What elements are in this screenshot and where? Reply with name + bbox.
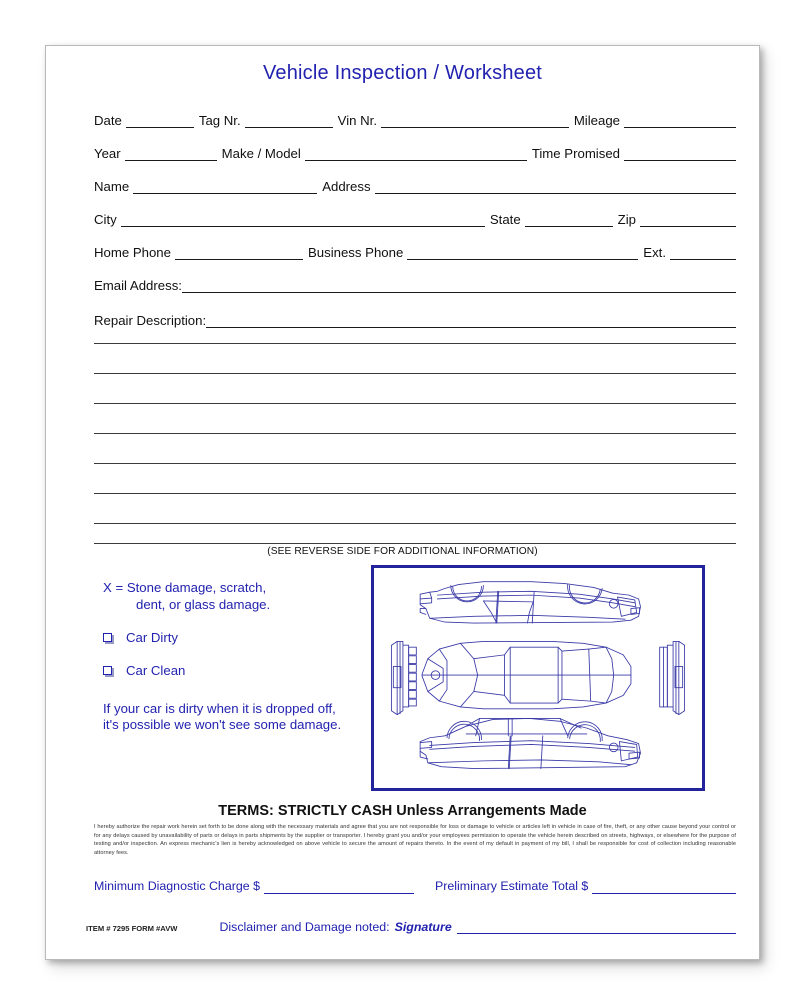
input-repair-description[interactable] [206, 314, 736, 328]
label-city: City [94, 212, 117, 227]
checkbox-label-car-clean: Car Clean [126, 663, 186, 678]
label-state: State [489, 212, 521, 227]
input-ext[interactable] [670, 246, 736, 260]
input-mileage[interactable] [624, 114, 736, 128]
form-row-city-state-zip [94, 207, 736, 227]
repair-blank-line[interactable] [94, 403, 736, 404]
label-home-phone: Home Phone [94, 245, 171, 260]
repair-blank-line[interactable] [94, 463, 736, 464]
label-business-phone: Business Phone [307, 245, 404, 260]
repair-blank-line[interactable] [94, 543, 736, 544]
label-make-model: Make / Model [221, 146, 301, 161]
input-time-promised[interactable] [624, 147, 736, 161]
legend-note-line-2: it's possible we won't see some damage. [103, 717, 342, 732]
input-state[interactable] [525, 213, 613, 227]
form-row-vehicle-ids [94, 108, 736, 128]
input-zip[interactable] [640, 213, 736, 227]
input-business-phone[interactable] [407, 246, 638, 260]
page-title: Vehicle Inspection / Worksheet [262, 62, 543, 84]
form-row-vehicle-detail [94, 141, 736, 161]
car-icon-driver-side-profile [420, 582, 640, 623]
label-minimum-diagnostic-charge: Minimum Diagnostic Charge $ [94, 879, 260, 893]
totals-row [94, 879, 736, 894]
checkbox-label-car-dirty: Car Dirty [126, 630, 179, 645]
authorization-fineprint: I hereby authorize the repair work herein set forth to be done along with the necessary materials and agree that you are not responsible for loss or damage to vehicle or articles left in vehicle in case of fire, theft, or any other cause beyond your control or for any delays caused by unavailability of parts or delays in parts shipments by the supplier or transporter. I hereby grant you and/or your employees permission to operate the vehicle herein described on streets, highways, or elsewhere for the purpose of testing and/or inspection. An express mechanic's lien is hereby acknowledged on above vehicle to secure the amount of repairs thereto. In the event of my default in payment of my bill, I shall be responsible for cost of collection including reasonable attorney fees. [94, 824, 736, 856]
checkbox-row-car-clean[interactable] [103, 662, 353, 679]
car-icon-top-down-view [422, 641, 631, 708]
label-email-address: Email Address: [94, 278, 182, 293]
label-zip: Zip [617, 212, 636, 227]
input-tag-nr[interactable] [245, 114, 333, 128]
legend-note-line-1: If your car is dirty when it is dropped off, [103, 701, 336, 716]
vehicle-damage-diagram[interactable] [371, 565, 705, 791]
checkbox-row-car-dirty[interactable] [103, 629, 353, 646]
label-mileage: Mileage [573, 113, 620, 128]
label-time-promised: Time Promised [531, 146, 620, 161]
legend-dirty-note [103, 701, 353, 733]
checkbox-icon-car-clean[interactable] [103, 666, 112, 675]
input-address[interactable] [375, 180, 736, 194]
damage-legend [103, 579, 353, 733]
input-home-phone[interactable] [175, 246, 303, 260]
input-year[interactable] [125, 147, 217, 161]
form-row-name-address [94, 174, 736, 194]
label-repair-description: Repair Description: [94, 313, 207, 328]
input-make-model[interactable] [305, 147, 527, 161]
reverse-side-note: (SEE REVERSE SIDE FOR ADDITIONAL INFORMATION) [267, 546, 538, 557]
repair-blank-line[interactable] [94, 343, 736, 344]
item-number: ITEM # 7295 FORM #AVW [86, 924, 178, 933]
form-page [45, 45, 760, 960]
label-tag-nr: Tag Nr. [198, 113, 241, 128]
label-signature: Signature [394, 920, 452, 934]
label-disclaimer-and-damage-noted: Disclaimer and Damage noted: [219, 920, 390, 934]
car-icon-front-bumper-view [391, 641, 416, 714]
car-icon-passenger-side-profile [420, 718, 640, 768]
input-email-address[interactable] [182, 279, 736, 293]
input-minimum-diagnostic-charge[interactable] [264, 880, 414, 894]
label-year: Year [94, 146, 121, 161]
repair-blank-line[interactable] [94, 523, 736, 524]
label-address: Address [322, 179, 371, 194]
label-ext: Ext. [643, 245, 666, 260]
form-row-email [94, 273, 736, 293]
form-row-repair-description [94, 308, 736, 328]
label-date: Date [94, 113, 122, 128]
car-icon-rear-bumper-view [660, 641, 685, 714]
repair-blank-line[interactable] [94, 433, 736, 434]
footer-row [86, 920, 736, 934]
label-preliminary-estimate-total: Preliminary Estimate Total $ [434, 879, 589, 893]
input-preliminary-estimate-total[interactable] [592, 880, 736, 894]
legend-line-1: X = Stone damage, scratch, [103, 580, 267, 595]
checkbox-icon-car-dirty[interactable] [103, 633, 112, 642]
input-name[interactable] [133, 180, 317, 194]
input-city[interactable] [121, 213, 485, 227]
label-name: Name [94, 179, 130, 194]
repair-blank-line[interactable] [94, 373, 736, 374]
diagram-inner-frame [377, 571, 699, 785]
input-date[interactable] [126, 114, 194, 128]
input-signature[interactable] [457, 920, 736, 934]
form-row-phones [94, 240, 736, 260]
legend-line-2: dent, or glass damage. [136, 597, 271, 612]
label-vin-nr: Vin Nr. [337, 113, 377, 128]
repair-blank-line[interactable] [94, 493, 736, 494]
paper-sheet [45, 45, 760, 960]
terms-heading: TERMS: STRICTLY CASH Unless Arrangements Made [218, 803, 587, 819]
car-views-svg [378, 572, 698, 784]
input-vin-nr[interactable] [381, 114, 569, 128]
